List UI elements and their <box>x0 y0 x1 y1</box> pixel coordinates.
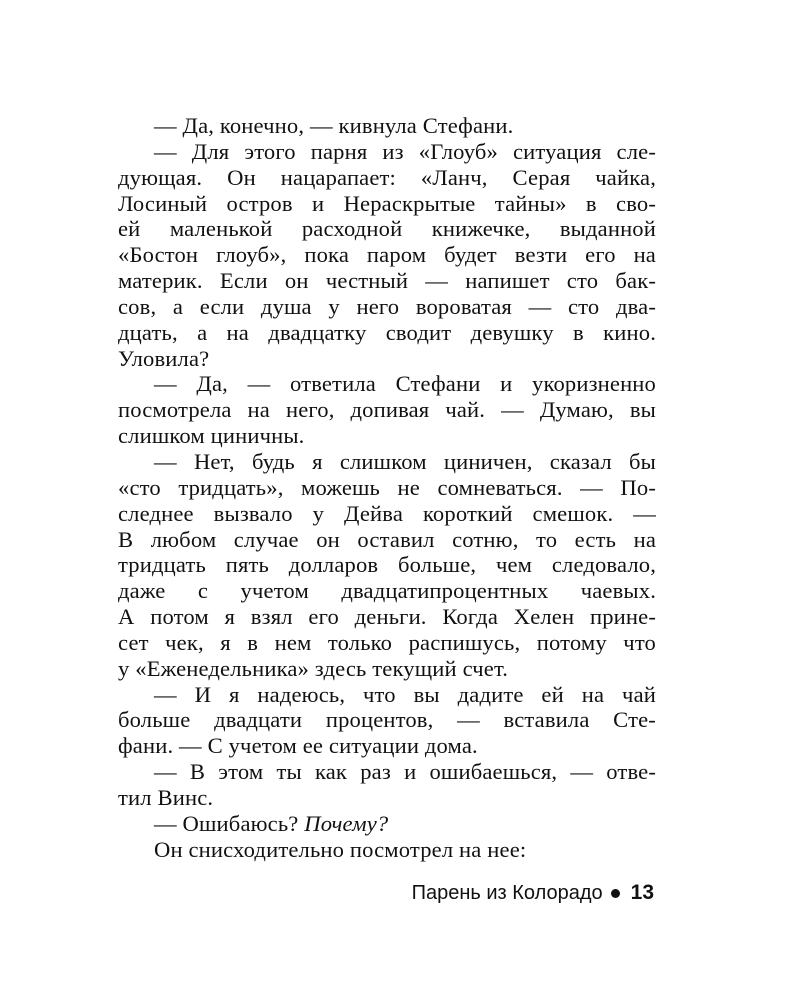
text-line: В любом случае он оставил сотню, то есть на <box>118 526 656 552</box>
text-line: фани. — С учетом ее ситуации дома. <box>118 733 478 759</box>
text-line: «сто тридцать», можешь не сомневаться. — По- <box>118 474 656 500</box>
text-line: следнее вызвало у Дейва короткий смешок. — <box>118 500 656 526</box>
text-line: сов, а если душа у него вороватая — сто два- <box>118 293 656 319</box>
text-line: дующая. Он нацарапает: «Ланч, Серая чайка, <box>118 164 656 190</box>
text-line: А потом я взял его деньги. Когда Хелен прине- <box>118 604 656 630</box>
text-line <box>118 811 656 837</box>
text-line: у «Еженедельника» здесь текущий счет. <box>118 655 509 681</box>
dialogue-text: — Ошибаюсь? <box>154 810 305 836</box>
text-line: Лосиный остров и Нераскрытые тайны» в сво- <box>118 190 656 216</box>
text-line: ей маленькой расходной книжечке, выданной <box>118 216 656 242</box>
text-line: — Нет, будь я слишком циничен, сказал бы <box>154 448 656 474</box>
text-line: «Бостон глоуб», пока паром будет везти его на <box>118 242 656 268</box>
text-line: Он снисходительно посмотрел на нее: <box>154 836 527 862</box>
text-line: посмотрела на него, допивая чай. — Думаю, вы <box>118 397 656 423</box>
bullet-icon <box>611 889 620 898</box>
text-line: — В этом ты как раз и ошибаешься, — отве- <box>154 759 656 785</box>
italic-emphasis: Почему? <box>304 810 389 836</box>
text-line: слишком циничны. <box>118 423 305 449</box>
text-line: — Да, — ответила Стефани и укоризненно <box>154 371 656 397</box>
body-text <box>118 113 656 862</box>
page-footer <box>412 880 654 906</box>
text-line: даже с учетом двадцатипроцентных чаевых. <box>118 578 656 604</box>
text-line: сет чек, я в нем только распишусь, потому что <box>118 629 656 655</box>
text-line: дцать, а на двадцатку сводит девушку в кино. <box>118 319 656 345</box>
text-line: — И я надеюсь, что вы дадите ей на чай <box>154 681 656 707</box>
text-line: материк. Если он честный — напишет сто бак- <box>118 268 656 294</box>
text-line: тил Винс. <box>118 784 214 810</box>
text-line: — Да, конечно, — кивнула Стефани. <box>154 113 514 138</box>
running-title: Парень из Колорадо <box>411 882 603 904</box>
text-line: больше двадцати процентов, — вставила Сте- <box>118 707 656 733</box>
page-number: 13 <box>630 881 654 904</box>
text-line: тридцать пять долларов больше, чем следовало, <box>118 552 656 578</box>
text-line: Уловила? <box>118 345 210 371</box>
text-line: — Для этого парня из «Глоуб» ситуация сле- <box>154 138 656 164</box>
